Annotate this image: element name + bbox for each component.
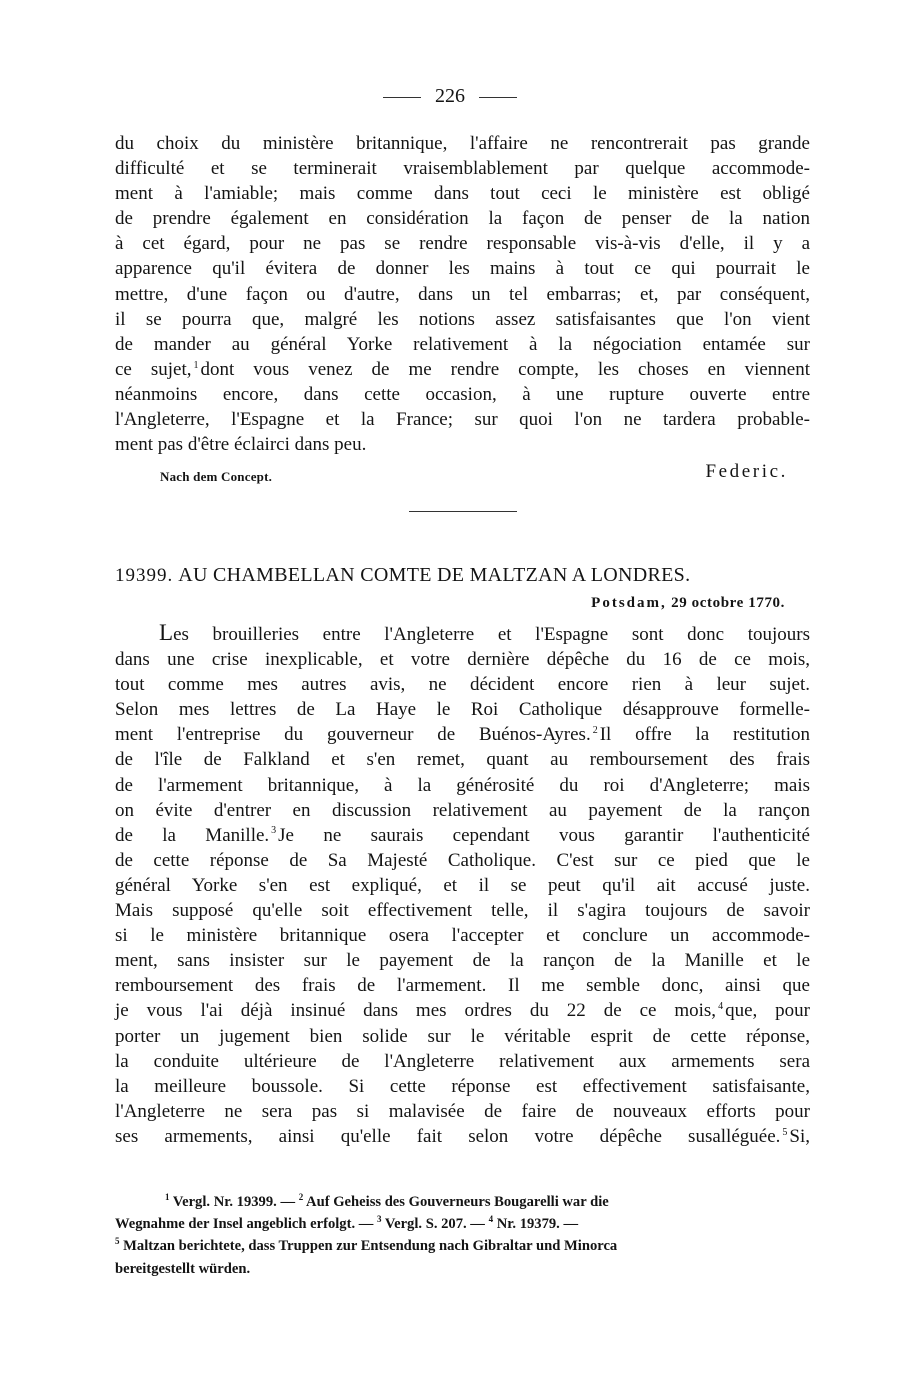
text-line-content: de la Manille. <box>115 824 270 846</box>
signature: Federic. <box>705 461 788 482</box>
text-line-content: ses armements, ainsi qu'elle fait selon votre dépêche susalléguée. <box>115 1125 781 1147</box>
text-line-content: remboursement des frais de l'armement. Il me semble donc, ainsi que <box>115 975 810 997</box>
text-line <box>115 697 810 722</box>
text-line-content: la meilleure boussole. Si cette réponse est effectivement satisfaisante, <box>115 1075 810 1097</box>
footnote-line <box>115 1235 812 1257</box>
letter-heading <box>115 562 810 589</box>
text-line <box>115 848 810 873</box>
page-header <box>0 84 900 108</box>
text-line <box>115 1049 810 1074</box>
text-line-content: de prendre également en considération la façon de penser de la nation <box>115 208 810 230</box>
text-line-content: si le ministère britannique osera l'accepter et conclure un accommode- <box>115 925 810 947</box>
footnote-2: Auf Geheiss des Gouverneurs Bougarelli war die <box>306 1194 609 1210</box>
text-line-content: Selon mes lettres de La Haye le Roi Catholique désapprouve formelle- <box>115 699 810 721</box>
text-line <box>115 256 810 281</box>
footnote-2-continued: Wegnahme der Insel angeblich erfolgt. — <box>115 1216 374 1233</box>
text-line <box>115 181 810 206</box>
text-line <box>115 773 810 798</box>
footnote-marker: 3 <box>377 1214 382 1225</box>
letter-body <box>115 620 810 1149</box>
footnote-5-continued: bereitgestellt würden. <box>115 1260 251 1277</box>
text-line <box>115 282 810 307</box>
text-line <box>115 998 810 1023</box>
drop-cap: L <box>159 620 174 645</box>
text-line-content: difficulté et se terminerait vraisemblablement par quelque accommode- <box>115 158 810 180</box>
footnote-marker: 1 <box>165 1192 170 1203</box>
footnote-marker: 3 <box>271 825 277 837</box>
text-line <box>115 307 810 332</box>
text-line <box>115 798 810 823</box>
text-line <box>115 357 810 382</box>
letter-title: AU CHAMBELLAN COMTE DE MALTZAN A LONDRES. <box>178 564 691 586</box>
footnote-marker: 4 <box>718 1001 724 1013</box>
closing-row <box>115 461 810 489</box>
text-line <box>115 823 810 848</box>
footnote-line <box>115 1213 812 1235</box>
text-line-content: ment pas d'être éclairci dans peu. <box>115 434 367 456</box>
text-line-content: à cet égard, pour ne pas se rendre responsable vis-à-vis d'elle, il y a <box>115 233 810 255</box>
text-line <box>115 1124 810 1149</box>
footnote-3: Vergl. S. 207. — <box>384 1216 485 1233</box>
text-line-content: on évite d'entrer en discussion relativement au payement de la rançon <box>115 799 810 821</box>
previous-letter-text <box>115 131 810 457</box>
header-rule-left <box>383 97 421 98</box>
letter-number: 19399. <box>115 565 174 586</box>
text-line-content: il se pourra que, malgré les notions assez satisfaisantes que l'on vient <box>115 308 810 330</box>
text-line-content: ment, sans insister sur le payement de la rançon de la Manille et le <box>115 950 810 972</box>
text-line-content: que, pour <box>725 1000 810 1022</box>
text-line-content: ment à l'amiable; mais comme dans tout ceci le ministère est obligé <box>115 183 810 205</box>
text-line <box>115 407 810 432</box>
text-line <box>115 231 810 256</box>
text-line-content: Mais supposé qu'elle soit effectivement telle, il s'agira toujours de savoir <box>115 900 810 922</box>
text-line-content: de l'armement britannique, à la générosité du roi d'Angleterre; mais <box>115 774 810 796</box>
footnote-1: Vergl. Nr. 19399. — <box>172 1194 296 1210</box>
text-line-content: général Yorke s'en est expliqué, et il se peut qu'il ait accusé juste. <box>115 874 810 896</box>
text-line <box>115 1099 810 1124</box>
text-line <box>115 898 810 923</box>
letter-dateline <box>591 595 785 612</box>
page-number: 226 <box>435 85 465 107</box>
text-line <box>115 131 810 156</box>
footnote-marker: 2 <box>298 1192 304 1203</box>
text-line <box>115 948 810 973</box>
text-line <box>115 923 810 948</box>
footnote-marker: 2 <box>592 725 598 737</box>
text-line <box>115 332 810 357</box>
letter-place: Potsdam, <box>591 595 667 611</box>
footnote-marker: 4 <box>488 1214 494 1225</box>
text-line <box>115 747 810 772</box>
footnotes <box>115 1191 812 1280</box>
text-line-content: je vous l'ai déjà insinué dans mes ordres du 22 de ce mois, <box>115 1000 717 1022</box>
text-line <box>115 647 810 672</box>
footnote-marker: 5 <box>115 1236 120 1247</box>
text-line <box>115 973 810 998</box>
text-line-content: l'Angleterre ne sera pas si malavisée de faire de nouveaux efforts pour <box>115 1100 810 1122</box>
text-line-content: de mander au général Yorke relativement à la négociation entamée sur <box>115 333 810 355</box>
source-note: Nach dem Concept. <box>160 469 273 484</box>
footnote-4: Nr. 19379. — <box>496 1216 579 1233</box>
footnote-line <box>115 1191 812 1213</box>
text-line <box>115 873 810 898</box>
header-rule-right <box>479 97 517 98</box>
letter-date: 29 octobre 1770. <box>671 595 785 611</box>
text-line <box>115 722 810 747</box>
text-line <box>115 206 810 231</box>
text-line-content: de l'île de Falkland et s'en remet, quant au remboursement des frais <box>115 749 810 771</box>
text-line-content: mettre, d'une façon ou d'autre, dans un tel embarras; et, par conséquent, <box>115 283 810 305</box>
text-line-content: dont vous venez de me rendre compte, les choses en viennent <box>200 358 810 380</box>
text-line <box>115 672 810 697</box>
section-separator <box>409 511 517 512</box>
text-line-content: ce sujet, <box>115 358 192 380</box>
text-line <box>115 156 810 181</box>
text-line <box>115 432 810 457</box>
text-line-content: ment l'entreprise du gouverneur de Buénos-Ayres. <box>115 724 591 746</box>
text-line-content: de cette réponse de Sa Majesté Catholique. C'est sur ce pied que le <box>115 849 810 871</box>
text-line-content: néanmoins encore, dans cette occasion, à une rupture ouverte entre <box>115 383 810 405</box>
footnote-line <box>115 1258 812 1280</box>
text-line-content: Il offre la restitution <box>599 724 811 746</box>
text-line-content: l'Angleterre, l'Espagne et la France; sur quoi l'on ne tardera probable- <box>115 409 810 431</box>
footnote-marker: 1 <box>193 359 199 371</box>
text-line-content: Je ne saurais cependant vous garantir l'authenticité <box>278 824 810 846</box>
footnote-marker: 5 <box>782 1126 788 1138</box>
text-line-content: es brouilleries entre l'Angleterre et l'Espagne sont donc toujours <box>173 624 810 645</box>
text-line-content: la conduite ultérieure de l'Angleterre relativement aux armements sera <box>115 1050 810 1072</box>
text-line <box>115 1074 810 1099</box>
text-line-content: porter un jugement bien solide sur le véritable esprit de cette réponse, <box>115 1025 810 1047</box>
text-line <box>115 382 810 407</box>
footnote-5: Maltzan berichtete, dass Truppen zur Entsendung nach Gibraltar und Minorca <box>123 1238 618 1255</box>
text-line-content: du choix du ministère britannique, l'affaire ne rencontrerait pas grande <box>115 133 810 154</box>
text-line <box>115 620 810 647</box>
text-line-content: dans une crise inexplicable, et votre dernière dépêche du 16 de ce mois, <box>115 649 810 671</box>
text-line-content: tout comme mes autres avis, ne décident encore rien à leur sujet. <box>115 674 810 696</box>
text-line-content: apparence qu'il évitera de donner les mains à tout ce qui pourrait le <box>115 258 810 280</box>
text-line <box>115 1024 810 1049</box>
text-line-content: Si, <box>789 1125 810 1147</box>
